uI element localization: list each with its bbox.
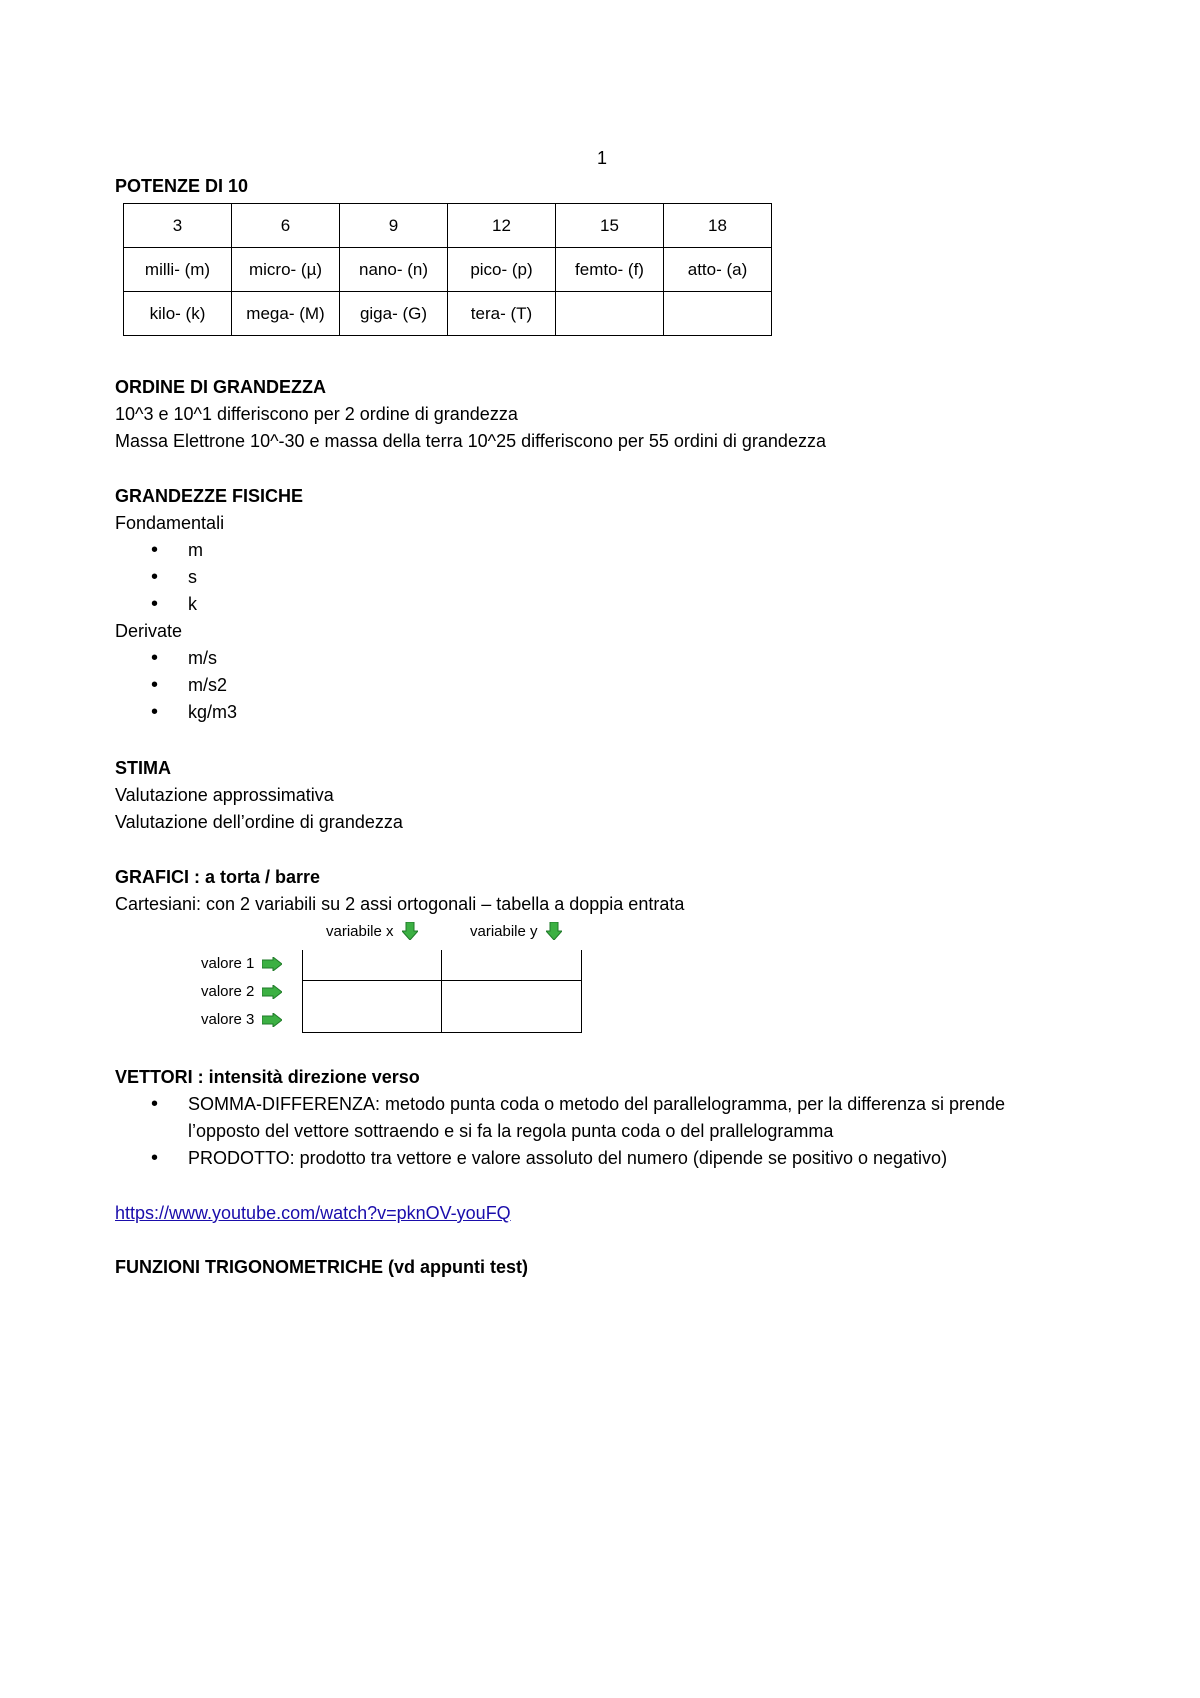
vettori-title: VETTORI : intensità direzione verso [115, 1067, 420, 1087]
table-cell: atto- (a) [664, 248, 772, 292]
list-item: • s [115, 564, 303, 591]
table-cell: 15 [556, 204, 664, 248]
page-number: 1 [597, 148, 608, 168]
row-label-text: valore 2 [201, 983, 255, 1000]
column-label-y [470, 922, 562, 940]
list-item: • PRODOTTO: prodotto tra vettore e valore assoluto del numero (dipende se positivo o negativo) [115, 1145, 1048, 1172]
table-cell: giga- (G) [340, 292, 448, 336]
powers-title: POTENZE DI 10 [115, 176, 249, 196]
stima-title: STIMA [115, 758, 171, 778]
table-row [124, 292, 772, 336]
cartesian-table [302, 950, 582, 1033]
row-label-3 [201, 1011, 282, 1028]
ordine-title: ORDINE DI GRANDEZZA [115, 377, 326, 397]
list-item: • SOMMA-DIFFERENZA: metodo punta coda o metodo del parallelogramma, per la differenza si prende l’opposto del vettore sottraendo e si fa la regola punta coda o del prallelogramma [115, 1091, 1048, 1145]
vettori-list [115, 1091, 1048, 1172]
table-cell: 12 [448, 204, 556, 248]
youtube-link[interactable]: https://www.youtube.com/watch?v=pknOV-youFQ [115, 1203, 511, 1223]
row-label-1 [201, 955, 282, 972]
list-item: • m [115, 537, 303, 564]
stima-section [115, 755, 403, 836]
grandezze-section [115, 483, 303, 726]
row-label-text: valore 3 [201, 1011, 255, 1028]
arrow-right-icon [262, 1013, 282, 1027]
link-line [115, 1200, 511, 1227]
derivate-list [115, 645, 303, 726]
table-cell: milli- (m) [124, 248, 232, 292]
powers-table [123, 203, 772, 336]
list-item: • m/s [115, 645, 303, 672]
column-label-text: variabile x [326, 922, 394, 940]
list-item: • m/s2 [115, 672, 303, 699]
grafici-section [115, 864, 684, 918]
fondamentali-label: Fondamentali [115, 513, 225, 533]
arrow-right-icon [262, 957, 282, 971]
table-cell [664, 292, 772, 336]
grafici-line: Cartesiani: con 2 variabili su 2 assi ortogonali – tabella a doppia entrata [115, 894, 685, 914]
table-cell: 18 [664, 204, 772, 248]
ordine-section [115, 374, 826, 455]
arrow-right-icon [262, 985, 282, 999]
table-cell: 6 [232, 204, 340, 248]
arrow-down-icon [402, 922, 418, 940]
grafici-title: GRAFICI : a torta / barre [115, 867, 321, 887]
table-divider [441, 950, 442, 1032]
table-cell: 9 [340, 204, 448, 248]
row-label-2 [201, 983, 282, 1000]
funzioni-title: FUNZIONI TRIGONOMETRICHE (vd appunti test) [115, 1257, 528, 1277]
table-cell: nano- (n) [340, 248, 448, 292]
list-item: • k [115, 591, 303, 618]
table-cell: 3 [124, 204, 232, 248]
vettori-section [115, 1064, 1048, 1172]
table-cell: tera- (T) [448, 292, 556, 336]
arrow-down-icon [546, 922, 562, 940]
column-label-text: variabile y [470, 922, 538, 940]
stima-line: Valutazione approssimativa [115, 785, 334, 805]
table-cell: mega- (M) [232, 292, 340, 336]
table-cell: kilo- (k) [124, 292, 232, 336]
grandezze-title: GRANDEZZE FISICHE [115, 486, 304, 506]
table-row [124, 248, 772, 292]
table-cell: micro- (µ) [232, 248, 340, 292]
table-row [124, 204, 772, 248]
fondamentali-list [115, 537, 303, 618]
list-item: • kg/m3 [115, 699, 303, 726]
table-divider [303, 980, 581, 981]
table-cell [556, 292, 664, 336]
row-label-text: valore 1 [201, 955, 255, 972]
column-label-x [326, 922, 418, 940]
stima-line: Valutazione dell’ordine di grandezza [115, 812, 403, 832]
derivate-label: Derivate [115, 621, 183, 641]
ordine-line: Massa Elettrone 10^-30 e massa della terra 10^25 differiscono per 55 ordini di grandezza [115, 431, 826, 451]
table-cell: pico- (p) [448, 248, 556, 292]
table-cell: femto- (f) [556, 248, 664, 292]
ordine-line: 10^3 e 10^1 differiscono per 2 ordine di grandezza [115, 404, 518, 424]
